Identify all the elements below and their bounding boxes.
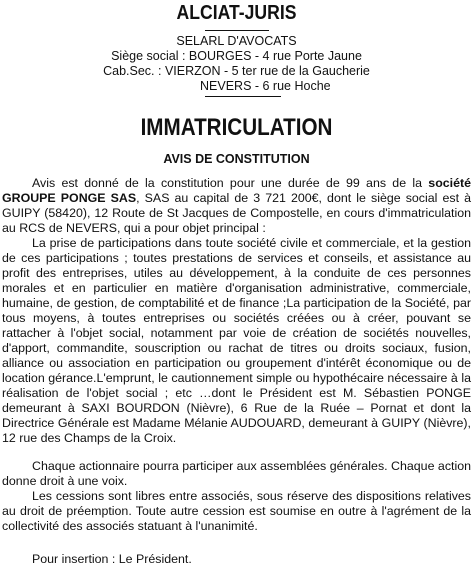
firm-underline — [205, 30, 269, 31]
notice-title: IMMATRICULATION — [140, 114, 333, 141]
paragraph-voting-rights: Chaque actionnaire pourra participer aux assemblées générales. Chaque action donne droit à une voix. — [2, 459, 471, 488]
firm-name: ALCIAT-JURIS — [176, 2, 297, 24]
notice-body — [2, 176, 471, 567]
other-office-address: NEVERS - 6 rue Hoche — [200, 79, 331, 93]
paragraph-corporate-purpose: La prise de participations dans toute société civile et commerciale, et la gestion de ces participations ; toutes prestations de services et conseils, et assistance au profit des entreprises, utiles au développement, à la conduite de ces personnes morales et en particulier en matière d'organisation administrative, commerciale, humaine, de gestion, de comptabilité et de finance ;La participation de la Société, par tous moyens, à toutes entreprises ou sociétés créées ou à créer, pouvant se rattacher à l'objet social, notamment par voie de création de sociétés nouvelles, d'apport, commandite, souscription ou rachat de titres ou droits sociaux, fusion, alliance ou association en participation ou groupement d'intérêt économique ou de location gérance.L'emprunt, le cautionnement simple ou hypothécaire nécessaire à la réalisation de l'objet social ; etc …dont le Président est M. Sébastien PONGE demeurant à SAXI BOURDON (Nièvre), 6 Rue de la Ruée – Pornat et dont la Directrice Générale est Madame Mélanie AUDOUARD, demeurant à GUIPY (Nièvre), 12 rue des Champs de la Croix. — [2, 236, 471, 445]
header-divider — [205, 96, 281, 97]
firm-legal-form: SELARL D'AVOCATS — [176, 34, 297, 48]
notice-subtitle: AVIS DE CONSTITUTION — [163, 152, 310, 166]
company-name: société GROUPE PONGE SAS — [2, 176, 471, 205]
secondary-office-address: Cab.Sec. : VIERZON - 5 ter rue de la Gaucherie — [103, 64, 370, 78]
paragraph-constitution: Avis est donné de la constitution pour une durée de 99 ans de la société GROUPE PONGE SAS, SAS au capital de 3 721 200€, dont le siège social est à GUIPY (58420), 12 Route de St Jacques de Compostelle, en cours d'immatriculation au RCS de NEVERS, qui a pour objet principal : — [2, 176, 471, 235]
head-office-address: Siège social : BOURGES - 4 rue Porte Jaune — [111, 49, 362, 63]
signature-line: Pour insertion : Le Président. — [32, 552, 192, 566]
paragraph-share-transfers: Les cessions sont libres entre associés, sous réserve des dispositions relatives au droit de préemption. Toute autre cession est soumise en outre à l'agrément de la collectivité des associés statuant à l'unanimité. — [2, 489, 471, 533]
